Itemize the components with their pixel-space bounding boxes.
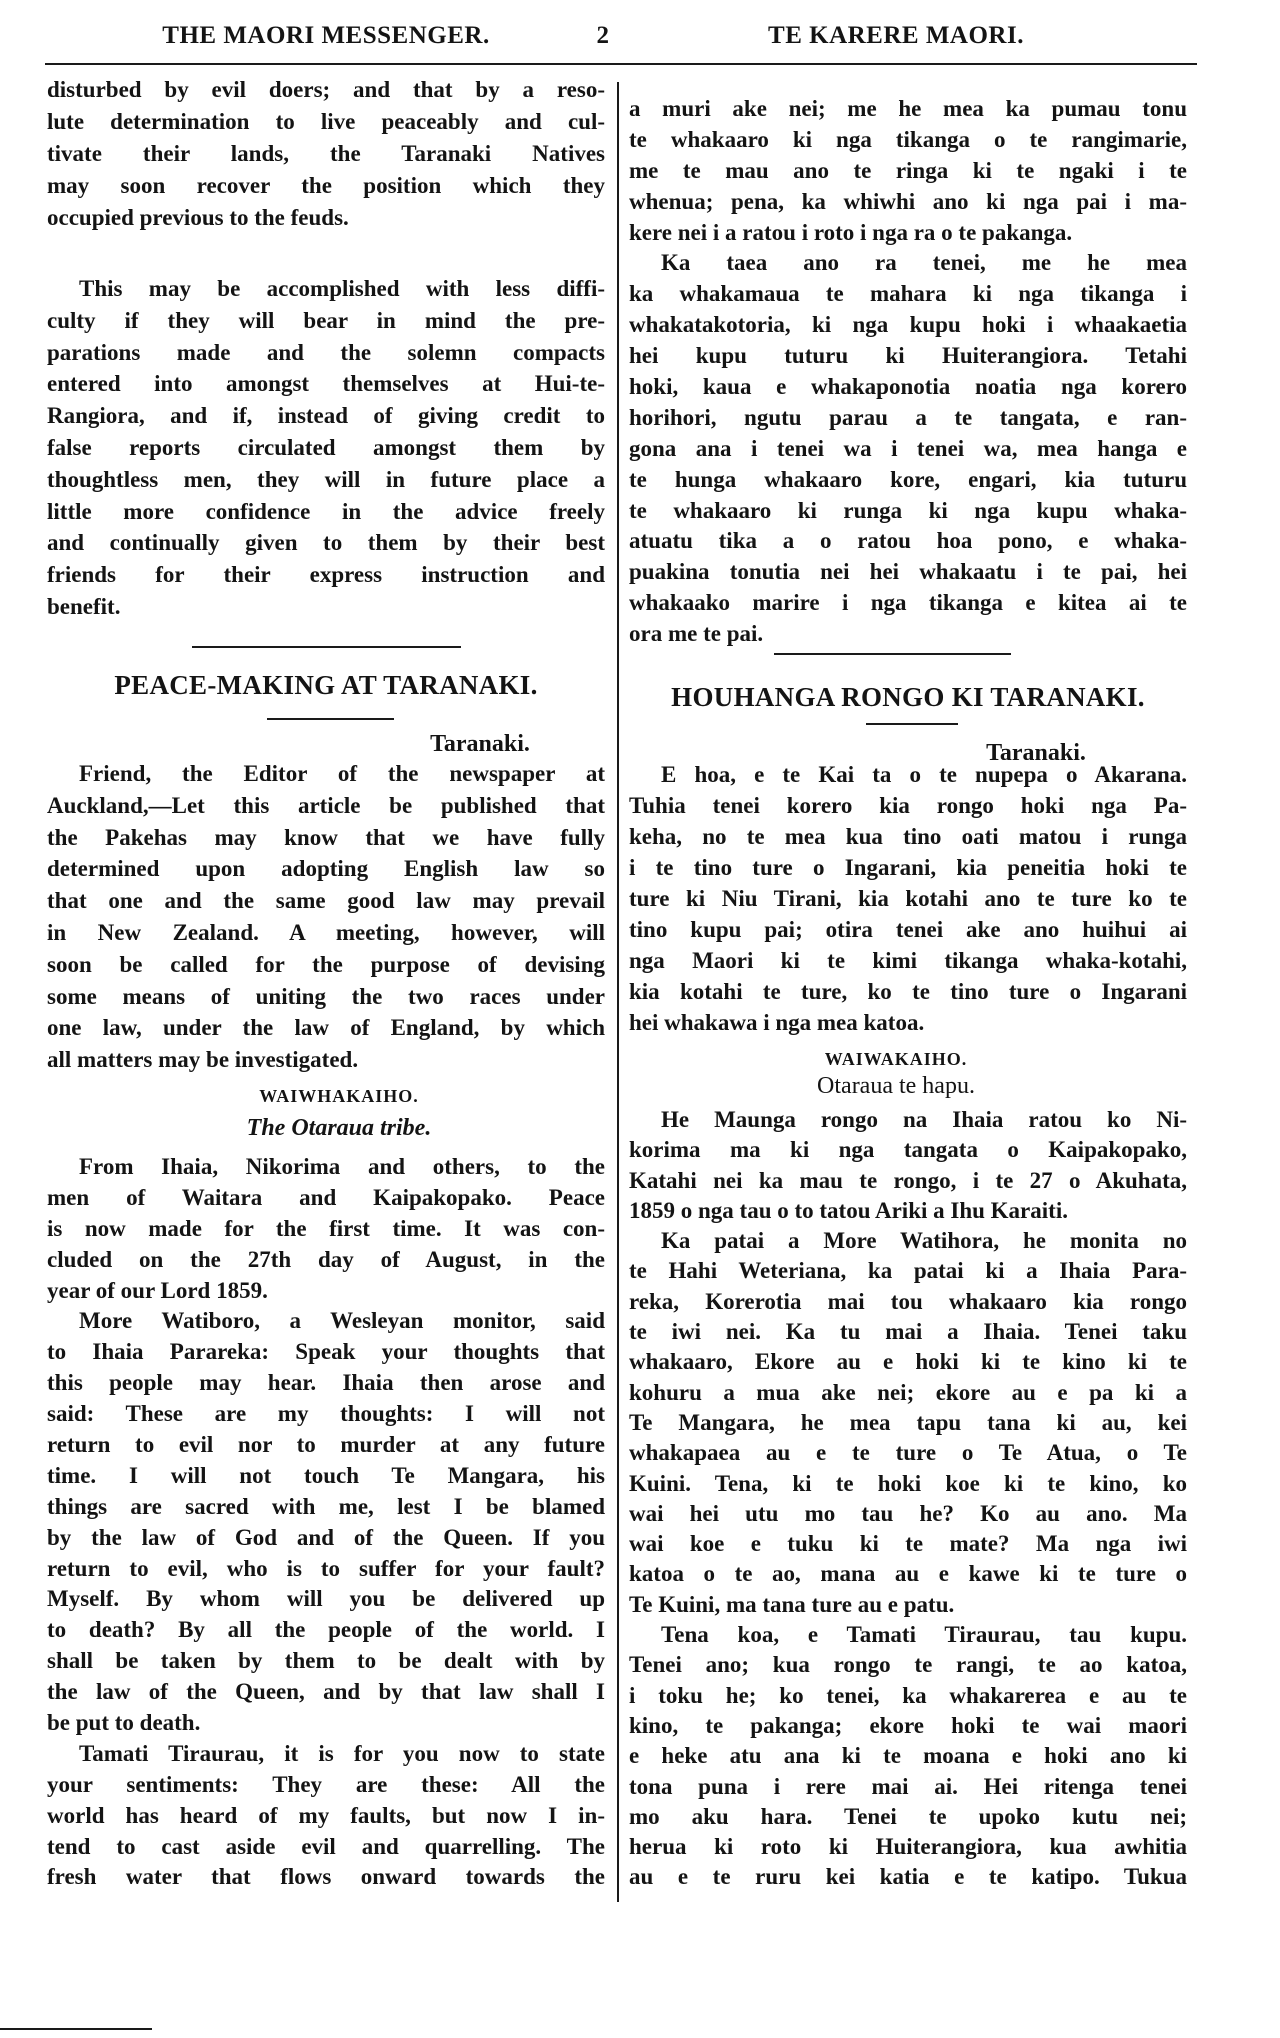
text-line: te whakaaro ki nga tikanga o te rangimarie, <box>629 126 1187 152</box>
text-line: tino kupu pai; otira tenei ake ano huihui ai <box>629 917 1187 942</box>
text-line: nga Maori ki te kimi tikanga whaka-kotahi, <box>629 948 1187 973</box>
paragraph <box>629 94 1187 248</box>
intro-text-maori <box>629 94 1187 650</box>
text-line: 1859 o nga tau o to tatou Ariki a Ihu Karaiti. <box>629 1197 1068 1223</box>
header-rule <box>45 63 1197 65</box>
text-line: little more confidence in the advice freely <box>47 498 605 524</box>
text-line: puakina tonutia nei hei whakaatu i te pai, hei <box>629 559 1187 585</box>
masthead-maori: TE KARERE MAORI. <box>768 22 1024 49</box>
text-line: hoki, kaua e whakaponotia noatia nga korero <box>629 374 1187 400</box>
text-line: e heke atu ana ki te moana e hoki ano ki <box>629 1743 1187 1769</box>
text-line: katoa o te ao, mana au e kawe ki te ture o <box>629 1561 1187 1587</box>
text-line: me te mau ano te ringa ki te ngaki i te <box>629 157 1187 183</box>
text-line: the law of the Queen, and by that law shall I <box>47 1679 605 1705</box>
text-line: Friend, the Editor of the newspaper at <box>79 761 605 786</box>
tribe-subheading-english: The Otaraua tribe. <box>246 1115 432 1141</box>
text-line: mo aku hara. Tenei te upoko kutu nei; <box>629 1803 1187 1829</box>
text-line: Tenei ano; kua rongo te rangi, te ao katoa, <box>629 1652 1187 1678</box>
paragraph <box>47 758 605 1076</box>
text-line: determined upon adopting English law so <box>47 856 605 882</box>
text-line: thoughtless men, they will in future place a <box>47 466 605 492</box>
paragraph <box>629 759 1187 1038</box>
paragraph <box>629 1226 1187 1620</box>
masthead-english: THE MAORI MESSENGER. <box>162 22 490 49</box>
text-line: ka whakamaua te mahara ki nga tikanga i <box>629 281 1187 307</box>
text-line: a muri ake nei; me he mea ka pumau tonu <box>629 96 1187 121</box>
closing-paragraph-english <box>47 273 605 623</box>
text-line: things are sacred with me, lest I be blamed <box>47 1493 605 1519</box>
text-line: Ka taea ano ra tenei, me he mea <box>661 250 1187 276</box>
text-line: whakaaro, Ekore au e hoki ki te kino ki te <box>629 1349 1187 1375</box>
text-line: keha, no te mea kua tino oati matou i runga <box>629 824 1187 849</box>
text-line: gona ana i tenei wa i tenei wa, mea hanga e <box>629 435 1187 461</box>
article-heading-maori: HOUHANGA RONGO KI TARANAKI. <box>671 682 1145 712</box>
text-line: Myself. By whom will you be delivered up <box>47 1586 605 1612</box>
paragraph <box>47 1306 605 1738</box>
paragraph <box>47 273 605 623</box>
text-line: whenua; pena, ka whiwhi ano ki nga pai i ma- <box>629 188 1187 214</box>
section-rule <box>774 653 1011 655</box>
column-divider <box>617 82 619 1902</box>
text-line: Tuhia tenei korero kia rongo hoki nga Pa- <box>629 793 1187 818</box>
text-line: atuatu tika a o ratou hoa pono, e whaka- <box>629 528 1187 554</box>
text-line: to Ihaia Parareka: Speak your thoughts that <box>47 1339 605 1365</box>
text-line: by the law of God and of the Queen. If you <box>47 1524 605 1550</box>
text-line: From Ihaia, Nikorima and others, to the <box>79 1154 605 1179</box>
dateline-maori: Taranaki. <box>986 740 1086 766</box>
text-line: te Hahi Weteriana, ka patai ki a Ihaia Para- <box>629 1258 1187 1284</box>
tribe-subheading-maori: Otaraua te hapu. <box>817 1073 975 1099</box>
text-line: Rangiora, and if, instead of giving credit to <box>47 403 605 429</box>
text-line: all matters may be investigated. <box>47 1047 359 1073</box>
text-line: kere nei i a ratou i roto i nga ra o te pakanga. <box>629 219 1073 245</box>
text-line: whakapaea au e te ture o Te Atua, o Te <box>629 1440 1187 1466</box>
text-line: Katahi nei ka mau te rongo, i te 27 o Akuhata, <box>629 1167 1187 1193</box>
text-line: lute determination to live peaceably and cul- <box>47 109 605 134</box>
text-line: cluded on the 27th day of August, in the <box>47 1246 605 1272</box>
text-line: return to evil nor to murder at any future <box>47 1432 605 1458</box>
text-line: occupied previous to the feuds. <box>47 205 349 230</box>
text-line: kohuru a mua ake nei; ekore au e pa ki a <box>629 1379 1187 1405</box>
text-line: world has heard of my faults, but now I in- <box>47 1802 605 1828</box>
text-line: and continually given to them by their best <box>47 530 605 556</box>
text-line: korima ma ki nga tangata o Kaipakopako, <box>629 1137 1187 1163</box>
text-line: herua ki roto ki Huiterangiora, kua awhitia <box>629 1834 1187 1860</box>
text-line: soon be called for the purpose of devising <box>47 951 605 977</box>
text-line: Tena koa, e Tamati Tiraurau, tau kupu. <box>661 1622 1187 1648</box>
text-line: kia kotahi te ture, ko te tino ture o Ingarani <box>629 979 1187 1004</box>
text-line: your sentiments: They are these: All the <box>47 1771 605 1797</box>
text-line: tona puna i rere mai ai. Hei ritenga tenei <box>629 1773 1187 1799</box>
text-line: i toku he; ko tenei, ka whakarerea e au te <box>629 1682 1187 1708</box>
text-line: ture ki Niu Tirani, kia kotahi ano te ture ko te <box>629 886 1187 911</box>
text-line: said: These are my thoughts: I will not <box>47 1401 605 1427</box>
letter-english <box>47 758 605 1076</box>
paragraph <box>629 1620 1187 1893</box>
place-name-english: WAIWHAKAIHO. <box>259 1086 419 1106</box>
text-line: This may be accomplished with less diffi- <box>79 276 605 301</box>
text-line: hei kupu tuturu ki Huiterangiora. Tetahi <box>629 343 1187 369</box>
text-line: benefit. <box>47 593 121 619</box>
text-line: Ka patai a More Watihora, he monita no <box>661 1228 1187 1254</box>
text-line: return to evil, who is to suffer for your fault? <box>47 1555 605 1581</box>
text-line: parations made and the solemn compacts <box>47 339 605 365</box>
text-line: is now made for the first time. It was con- <box>47 1215 605 1241</box>
text-line: Te Kuini, ma tana ture au e patu. <box>629 1591 955 1617</box>
text-line: i te tino ture o Ingarani, kia peneitia hoki te <box>629 855 1187 880</box>
paragraph <box>47 1152 605 1306</box>
text-line: hei whakawa i nga mea katoa. <box>629 1010 925 1035</box>
text-line: one law, under the law of England, by which <box>47 1015 605 1041</box>
text-line: He Maunga rongo na Ihaia ratou ko Ni- <box>661 1107 1187 1132</box>
letter-maori <box>629 759 1187 1038</box>
place-name-maori: WAIWAKAIHO. <box>824 1049 968 1069</box>
text-line: false reports circulated amongst them by <box>47 434 605 460</box>
text-line: te whakaaro ki runga ki nga kupu whaka- <box>629 497 1187 523</box>
text-line: this people may hear. Ihaia then arose and <box>47 1370 605 1396</box>
text-line: Tamati Tiraurau, it is for you now to state <box>79 1740 605 1766</box>
text-line: More Watiboro, a Wesleyan monitor, said <box>79 1308 605 1334</box>
text-line: disturbed by evil doers; and that by a reso- <box>47 77 605 102</box>
text-line: Te Mangara, he mea tapu tana ki au, kei <box>629 1409 1187 1435</box>
text-line: fresh water that flows onward towards the <box>47 1864 605 1890</box>
heading-underline <box>866 723 958 725</box>
article-heading-english: PEACE-MAKING AT TARANAKI. <box>114 670 538 700</box>
text-line: wai hei utu mo tau he? Ko au ano. Ma <box>629 1500 1187 1526</box>
page-number: 2 <box>596 22 610 49</box>
text-line: horihori, ngutu parau a te tangata, e ran- <box>629 404 1187 430</box>
text-line: be put to death. <box>47 1710 201 1736</box>
text-line: whakatakotoria, ki nga kupu hoki i whaakaetia <box>629 312 1187 338</box>
text-line: E hoa, e te Kai ta o te nupepa o Akarana. <box>661 762 1187 787</box>
dateline-english: Taranaki. <box>430 731 530 757</box>
text-line: friends for their express instruction and <box>47 562 605 588</box>
report-english <box>47 1152 605 1893</box>
paragraph <box>629 248 1187 650</box>
text-line: some means of uniting the two races under <box>47 983 605 1009</box>
text-line: te iwi nei. Ka tu mai a Ihaia. Tenei taku <box>629 1319 1187 1345</box>
intro-text-english <box>47 74 605 234</box>
report-maori <box>629 1105 1187 1893</box>
text-line: kino, te pakanga; ekore hoki te wai maori <box>629 1712 1187 1738</box>
text-line: shall be taken by them to be dealt with by <box>47 1648 605 1674</box>
text-line: whakaako marire i nga tikanga e kitea ai te <box>629 590 1187 616</box>
text-line: culty if they will bear in mind the pre- <box>47 307 605 333</box>
text-line: wai koe e tuku ki te mate? Ma nga iwi <box>629 1531 1187 1557</box>
text-line: au e te ruru kei katia e te katipo. Tukua <box>629 1864 1187 1890</box>
text-line: may soon recover the position which they <box>47 173 605 198</box>
text-line: entered into amongst themselves at Hui-te- <box>47 371 605 397</box>
paragraph <box>47 1739 605 1893</box>
text-line: tivate their lands, the Taranaki Natives <box>47 141 605 166</box>
text-line: Auckland,—Let this article be published that <box>47 792 605 818</box>
text-line: ora me te pai. <box>629 621 764 647</box>
text-line: time. I will not touch Te Mangara, his <box>47 1462 605 1488</box>
heading-underline <box>267 718 394 720</box>
text-line: that one and the same good law may prevail <box>47 888 605 914</box>
text-line: year of our Lord 1859. <box>47 1277 268 1303</box>
text-line: Kuini. Tena, ki te hoki koe ki te kino, ko <box>629 1470 1187 1496</box>
text-line: the Pakehas may know that we have fully <box>47 824 605 850</box>
text-line: to death? By all the people of the world. I <box>47 1617 605 1643</box>
section-rule <box>192 646 461 648</box>
text-line: men of Waitara and Kaipakopako. Peace <box>47 1184 605 1210</box>
paragraph <box>629 1105 1187 1226</box>
text-line: te hunga whakaaro kore, engari, kia tuturu <box>629 466 1187 492</box>
footer-rule <box>0 2028 152 2030</box>
text-line: in New Zealand. A meeting, however, will <box>47 919 605 945</box>
text-line: reka, Korerotia mai tou whakaaro kia rongo <box>629 1288 1187 1314</box>
paragraph <box>47 74 605 234</box>
text-line: tend to cast aside evil and quarrelling. The <box>47 1833 605 1859</box>
